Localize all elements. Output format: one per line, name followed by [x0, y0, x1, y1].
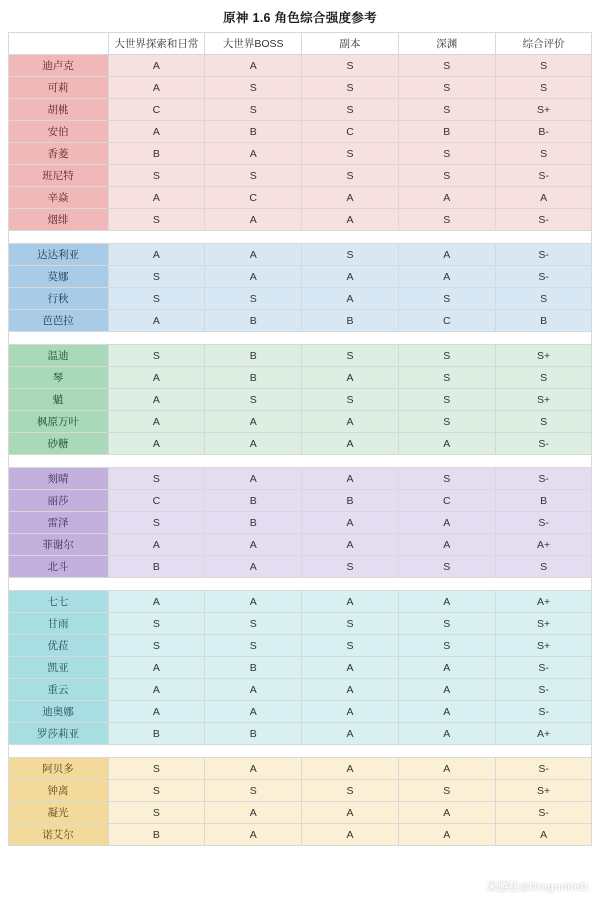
rating-cell: A: [205, 468, 302, 490]
rating-cell: S: [205, 613, 302, 635]
rating-cell: C: [398, 310, 495, 332]
rating-cell: B: [205, 310, 302, 332]
rating-cell: A: [398, 723, 495, 745]
rating-cell: B: [108, 824, 205, 846]
rating-cell: A: [205, 534, 302, 556]
rating-cell: S: [302, 613, 399, 635]
table-row: [8, 288, 592, 310]
rating-cell: A: [108, 679, 205, 701]
rating-cell: S: [108, 613, 205, 635]
rating-cell: S: [302, 345, 399, 367]
rating-cell: A+: [495, 723, 592, 745]
rating-cell: S: [495, 55, 592, 77]
rating-cell: A: [398, 758, 495, 780]
rating-cell: A: [205, 411, 302, 433]
rating-cell: S: [205, 635, 302, 657]
character-name-cell: 安伯: [8, 121, 108, 143]
rating-cell: A: [302, 512, 399, 534]
table-row: [8, 512, 592, 534]
rating-cell: C: [108, 99, 205, 121]
table-row: [8, 613, 592, 635]
rating-cell: S: [108, 758, 205, 780]
rating-cell: A: [108, 121, 205, 143]
rating-cell: A: [205, 701, 302, 723]
group-spacer-row: [8, 231, 592, 244]
table-row: [8, 591, 592, 613]
miyoushe-logo-icon: [471, 878, 484, 891]
rating-cell: A: [108, 591, 205, 613]
rating-cell: A: [108, 433, 205, 455]
rating-cell: A: [302, 367, 399, 389]
table-row: [8, 490, 592, 512]
rating-cell: S: [398, 556, 495, 578]
group-spacer-row: [8, 578, 592, 591]
watermark: [471, 878, 588, 894]
group-spacer-row: [8, 745, 592, 758]
rating-cell: S: [302, 77, 399, 99]
rating-cell: S: [398, 411, 495, 433]
character-name-cell: 阿贝多: [8, 758, 108, 780]
rating-cell: S: [302, 55, 399, 77]
rating-cell: A: [205, 591, 302, 613]
rating-cell: B: [205, 121, 302, 143]
rating-cell: A: [302, 433, 399, 455]
character-name-cell: 诺艾尔: [8, 824, 108, 846]
table-row: [8, 266, 592, 288]
character-name-cell: 凝光: [8, 802, 108, 824]
header-cell-overworld: 大世界探索和日常: [108, 33, 205, 55]
rating-cell: B: [495, 310, 592, 332]
rating-cell: A: [302, 591, 399, 613]
rating-cell: S: [108, 345, 205, 367]
character-name-cell: 魈: [8, 389, 108, 411]
rating-cell: S: [302, 143, 399, 165]
rating-cell: S: [205, 389, 302, 411]
character-name-cell: 砂糖: [8, 433, 108, 455]
rating-cell: B: [495, 490, 592, 512]
rating-cell: S: [398, 389, 495, 411]
character-name-cell: 胡桃: [8, 99, 108, 121]
rating-cell: A: [108, 55, 205, 77]
rating-cell: A: [205, 758, 302, 780]
character-name-cell: 七七: [8, 591, 108, 613]
rating-cell: A: [205, 209, 302, 231]
rating-cell: S: [495, 411, 592, 433]
rating-cell: A: [398, 802, 495, 824]
character-name-cell: 枫原万叶: [8, 411, 108, 433]
rating-cell: A: [302, 679, 399, 701]
table-row: [8, 723, 592, 745]
rating-cell: A: [108, 657, 205, 679]
table-row: [8, 411, 592, 433]
rating-cell: S-: [495, 209, 592, 231]
table-row: [8, 345, 592, 367]
rating-cell: S: [398, 635, 495, 657]
rating-cell: S-: [495, 468, 592, 490]
rating-cell: A: [302, 187, 399, 209]
rating-cell: A: [205, 802, 302, 824]
rating-cell: S: [398, 288, 495, 310]
table-row: [8, 802, 592, 824]
rating-cell: A: [108, 701, 205, 723]
rating-cell: S: [205, 165, 302, 187]
rating-cell: A: [108, 77, 205, 99]
rating-cell: B: [205, 367, 302, 389]
table-row: [8, 433, 592, 455]
rating-cell: S: [108, 266, 205, 288]
rating-cell: S: [398, 468, 495, 490]
rating-cell: S+: [495, 635, 592, 657]
rating-cell: S: [302, 99, 399, 121]
rating-cell: S: [495, 143, 592, 165]
header-cell-domain: 副本: [302, 33, 399, 55]
rating-cell: A: [108, 367, 205, 389]
rating-cell: A: [205, 244, 302, 266]
rating-cell: S: [398, 77, 495, 99]
rating-cell: A: [302, 209, 399, 231]
rating-cell: B: [205, 723, 302, 745]
rating-cell: A: [108, 411, 205, 433]
rating-cell: S: [398, 780, 495, 802]
table-row: [8, 780, 592, 802]
rating-cell: S-: [495, 758, 592, 780]
table-row: [8, 556, 592, 578]
rating-cell: S: [108, 780, 205, 802]
rating-cell: A: [302, 802, 399, 824]
rating-cell: S: [398, 613, 495, 635]
rating-cell: S: [495, 556, 592, 578]
rating-cell: S: [302, 389, 399, 411]
rating-cell: A: [302, 824, 399, 846]
rating-cell: S: [495, 367, 592, 389]
table-row: [8, 143, 592, 165]
rating-cell: S: [302, 635, 399, 657]
rating-cell: A: [302, 266, 399, 288]
rating-cell: S-: [495, 679, 592, 701]
rating-cell: B-: [495, 121, 592, 143]
group-spacer-row: [8, 332, 592, 345]
rating-cell: A+: [495, 534, 592, 556]
character-name-cell: 迪卢克: [8, 55, 108, 77]
rating-cell: A: [398, 433, 495, 455]
rating-cell: B: [302, 310, 399, 332]
character-name-cell: 钟离: [8, 780, 108, 802]
table-row: [8, 679, 592, 701]
rating-cell: S+: [495, 389, 592, 411]
group-spacer-cell: [8, 332, 592, 345]
group-spacer-row: [8, 455, 592, 468]
header-cell-abyss: 深渊: [398, 33, 495, 55]
rating-cell: A: [205, 143, 302, 165]
rating-cell: A: [205, 266, 302, 288]
rating-cell: S: [495, 288, 592, 310]
rating-cell: A: [302, 411, 399, 433]
group-spacer-cell: [8, 455, 592, 468]
rating-cell: S: [108, 802, 205, 824]
rating-cell: C: [398, 490, 495, 512]
rating-cell: A: [398, 534, 495, 556]
rating-cell: S-: [495, 165, 592, 187]
character-name-cell: 可莉: [8, 77, 108, 99]
table-row: [8, 701, 592, 723]
rating-cell: S-: [495, 266, 592, 288]
group-spacer-cell: [8, 231, 592, 244]
table-row: [8, 534, 592, 556]
rating-cell: S: [495, 77, 592, 99]
rating-cell: B: [205, 512, 302, 534]
character-name-cell: 优菈: [8, 635, 108, 657]
character-name-cell: 辛焱: [8, 187, 108, 209]
rating-cell: A: [398, 266, 495, 288]
character-name-cell: 菲谢尔: [8, 534, 108, 556]
rating-cell: S: [205, 288, 302, 310]
rating-cell: A: [108, 534, 205, 556]
rating-cell: S+: [495, 613, 592, 635]
character-name-cell: 北斗: [8, 556, 108, 578]
character-name-cell: 莫娜: [8, 266, 108, 288]
table-row: [8, 121, 592, 143]
rating-cell: B: [205, 657, 302, 679]
table-row: [8, 99, 592, 121]
character-name-cell: 凯亚: [8, 657, 108, 679]
rating-cell: A: [302, 468, 399, 490]
table-row: [8, 244, 592, 266]
character-name-cell: 芭芭拉: [8, 310, 108, 332]
rating-cell: S: [398, 165, 495, 187]
table-row: [8, 55, 592, 77]
rating-cell: A: [398, 657, 495, 679]
header-row: [8, 33, 592, 55]
table-row: [8, 77, 592, 99]
page-title: 原神 1.6 角色综合强度参考: [223, 11, 377, 25]
rating-cell: A: [495, 824, 592, 846]
rating-cell: A: [302, 701, 399, 723]
character-name-cell: 甘雨: [8, 613, 108, 635]
table-row: [8, 187, 592, 209]
character-name-cell: 丽莎: [8, 490, 108, 512]
rating-cell: S: [108, 209, 205, 231]
watermark-text: 米游社@DragoniteD: [486, 881, 588, 893]
rating-cell: A: [398, 679, 495, 701]
table-row: [8, 209, 592, 231]
rating-cell: A+: [495, 591, 592, 613]
rating-cell: S+: [495, 345, 592, 367]
rating-cell: B: [108, 143, 205, 165]
table-row: [8, 310, 592, 332]
character-name-cell: 行秋: [8, 288, 108, 310]
rating-cell: C: [302, 121, 399, 143]
rating-cell: S: [398, 99, 495, 121]
rating-cell: B: [398, 121, 495, 143]
rating-cell: B: [108, 556, 205, 578]
table-row: [8, 389, 592, 411]
table-row: [8, 758, 592, 780]
rating-cell: S: [108, 165, 205, 187]
rating-cell: A: [398, 244, 495, 266]
rating-cell: A: [205, 556, 302, 578]
rating-cell: S: [398, 345, 495, 367]
rating-cell: A: [108, 244, 205, 266]
rating-cell: S-: [495, 657, 592, 679]
rating-cell: S-: [495, 802, 592, 824]
rating-cell: A: [205, 824, 302, 846]
rating-cell: S: [205, 780, 302, 802]
rating-cell: A: [398, 824, 495, 846]
rating-cell: A: [302, 657, 399, 679]
character-name-cell: 班尼特: [8, 165, 108, 187]
table-row: [8, 824, 592, 846]
rating-cell: S: [398, 209, 495, 231]
character-name-cell: 雷泽: [8, 512, 108, 534]
character-rating-table: [8, 32, 593, 846]
rating-cell: S: [398, 367, 495, 389]
rating-cell: S-: [495, 512, 592, 534]
rating-cell: C: [108, 490, 205, 512]
table-row: [8, 468, 592, 490]
rating-cell: S-: [495, 433, 592, 455]
group-spacer-cell: [8, 578, 592, 591]
character-name-cell: 达达利亚: [8, 244, 108, 266]
rating-cell: S: [398, 143, 495, 165]
rating-cell: S: [302, 556, 399, 578]
rating-cell: A: [205, 55, 302, 77]
character-name-cell: 罗莎莉亚: [8, 723, 108, 745]
character-name-cell: 迪奥娜: [8, 701, 108, 723]
rating-cell: A: [108, 310, 205, 332]
rating-cell: S+: [495, 780, 592, 802]
rating-cell: S: [205, 99, 302, 121]
rating-cell: A: [205, 433, 302, 455]
rating-cell: S: [302, 244, 399, 266]
character-name-cell: 香菱: [8, 143, 108, 165]
table-body: [8, 55, 592, 846]
rating-cell: B: [302, 490, 399, 512]
rating-cell: A: [302, 534, 399, 556]
table-row: [8, 367, 592, 389]
rating-cell: A: [398, 591, 495, 613]
rating-cell: S: [108, 512, 205, 534]
rating-cell: S-: [495, 701, 592, 723]
character-name-cell: 重云: [8, 679, 108, 701]
table-row: [8, 657, 592, 679]
rating-cell: A: [302, 758, 399, 780]
rating-cell: S: [108, 468, 205, 490]
rating-cell: S: [205, 77, 302, 99]
rating-cell: B: [108, 723, 205, 745]
rating-cell: S: [302, 780, 399, 802]
rating-cell: A: [495, 187, 592, 209]
rating-cell: S-: [495, 244, 592, 266]
character-name-cell: 刻晴: [8, 468, 108, 490]
header-cell-boss: 大世界BOSS: [205, 33, 302, 55]
group-spacer-cell: [8, 745, 592, 758]
rating-cell: C: [205, 187, 302, 209]
rating-cell: S: [398, 55, 495, 77]
rating-cell: S+: [495, 99, 592, 121]
rating-cell: A: [398, 187, 495, 209]
rating-cell: A: [302, 288, 399, 310]
rating-cell: B: [205, 490, 302, 512]
rating-cell: S: [108, 635, 205, 657]
rating-cell: A: [205, 679, 302, 701]
rating-cell: S: [302, 165, 399, 187]
rating-cell: B: [205, 345, 302, 367]
character-name-cell: 琴: [8, 367, 108, 389]
table-row: [8, 635, 592, 657]
rating-cell: S: [108, 288, 205, 310]
character-name-cell: 温迪: [8, 345, 108, 367]
rating-cell: A: [398, 701, 495, 723]
header-cell-name: [8, 33, 108, 55]
rating-cell: A: [108, 187, 205, 209]
rating-cell: A: [302, 723, 399, 745]
character-name-cell: 烟绯: [8, 209, 108, 231]
table-row: [8, 165, 592, 187]
table-header: [8, 33, 592, 55]
rating-cell: A: [108, 389, 205, 411]
rating-cell: A: [398, 512, 495, 534]
header-cell-overall: 综合评价: [495, 33, 592, 55]
